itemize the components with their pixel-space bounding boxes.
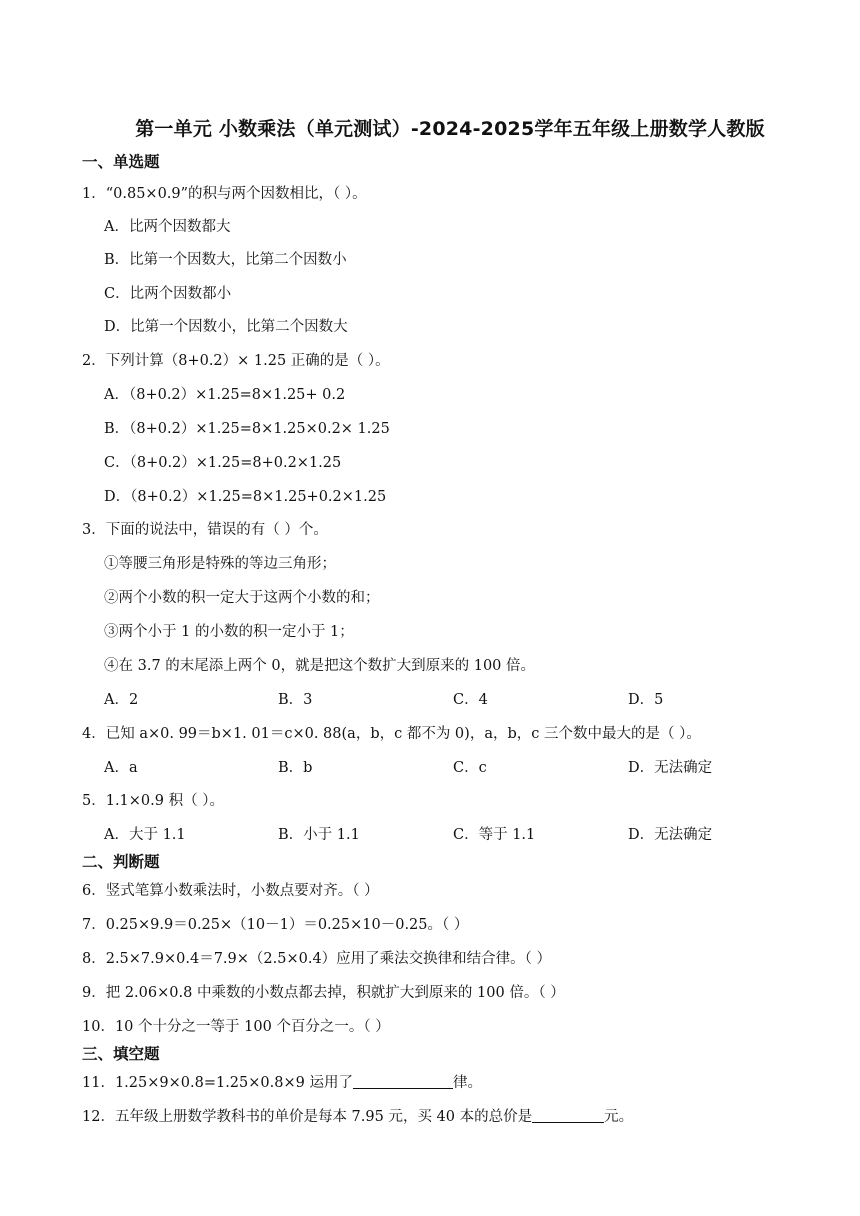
question-1-option-a: A．比两个因数都大: [104, 219, 231, 235]
question-1-option-c: C．比两个因数都小: [104, 286, 232, 302]
document-title: 第一单元 小数乘法（单元测试）-2024-2025学年五年级上册数学人教版: [135, 118, 765, 140]
question-5-option-d: D．无法确定: [628, 827, 713, 843]
question-8: 8．2.5×7.9×0.4＝7.9×（2.5×0.4）应用了乘法交换律和结合律。（ ）: [82, 951, 552, 967]
question-5-stem: 5．1.1×0.9 积（ ）。: [82, 793, 224, 809]
section-heading-fill-in: 三、填空题: [82, 1045, 160, 1063]
question-3-option-c: C．4: [453, 692, 488, 708]
question-3-statement-4: ④在 3.7 的末尾添上两个 0，就是把这个数扩大到原来的 100 倍。: [104, 658, 536, 674]
question-5-option-b: B．小于 1.1: [278, 827, 360, 843]
question-4-option-b: B．b: [278, 760, 313, 776]
question-5-option-c: C．等于 1.1: [453, 827, 536, 843]
question-11: [82, 1071, 482, 1092]
question-2-option-d: D．（8+0.2）×1.25=8×1.25+0.2×1.25: [104, 489, 387, 505]
section-heading-true-false: 二、判断题: [82, 853, 160, 871]
question-11-text: 11．1.25×9×0.8=1.25×0.8×9 运用了: [82, 1075, 353, 1091]
section-heading-single-choice: 一、单选题: [82, 153, 160, 171]
question-4-option-a: A．a: [104, 760, 138, 776]
question-2-stem: 2．下列计算（8+0.2）× 1.25 正确的是（ ）。: [82, 353, 390, 369]
question-2-option-b: B．（8+0.2）×1.25=8×1.25×0.2× 1.25: [104, 421, 390, 437]
question-11-suffix: 律。: [452, 1075, 482, 1091]
question-12: [82, 1105, 633, 1126]
answer-blank[interactable]: [532, 1108, 604, 1123]
question-12-suffix: 元。: [604, 1109, 634, 1125]
question-1-option-b: B．比第一个因数大，比第二个因数小: [104, 252, 347, 268]
question-6: 6．竖式笔算小数乘法时，小数点要对齐。（ ）: [82, 883, 379, 899]
question-1-stem: 1．“0.85×0.9”的积与两个因数相比，（ ）。: [82, 186, 367, 202]
question-1-option-d: D．比第一个因数小，比第二个因数大: [104, 319, 348, 335]
question-2-option-c: C．（8+0.2）×1.25=8+0.2×1.25: [104, 455, 342, 471]
question-2-option-a: A．（8+0.2）×1.25=8×1.25+ 0.2: [104, 387, 346, 403]
question-3-statement-3: ③两个小于 1 的小数的积一定小于 1；: [104, 624, 354, 640]
question-3-option-d: D．5: [628, 692, 664, 708]
question-10: 10．10 个十分之一等于 100 个百分之一。（ ）: [82, 1019, 390, 1035]
question-5-option-a: A．大于 1.1: [104, 827, 186, 843]
question-4-option-c: C．c: [453, 760, 487, 776]
question-12-text: 12．五年级上册数学教科书的单价是每本 7.95 元，买 40 本的总价是: [82, 1109, 533, 1125]
question-4-option-d: D．无法确定: [628, 760, 713, 776]
question-3-stem: 3．下面的说法中，错误的有（ ）个。: [82, 522, 328, 538]
question-3-statement-1: ①等腰三角形是特殊的等边三角形；: [104, 556, 336, 572]
question-9: 9．把 2.06×0.8 中乘数的小数点都去掉，积就扩大到原来的 100 倍。（ ）: [82, 985, 565, 1001]
answer-blank[interactable]: [353, 1074, 453, 1089]
question-7: 7．0.25×9.9＝0.25×（10－1）＝0.25×10－0.25。（ ）: [82, 917, 469, 933]
question-3-statement-2: ②两个小数的积一定大于这两个小数的和；: [104, 590, 380, 606]
question-4-stem: 4．已知 a×0. 99＝b×1. 01＝c×0. 88(a，b，c 都不为 0)，a，b，c 三个数中最大的是（ ）。: [82, 726, 701, 742]
question-3-option-b: B．3: [278, 692, 313, 708]
question-3-option-a: A．2: [104, 692, 139, 708]
